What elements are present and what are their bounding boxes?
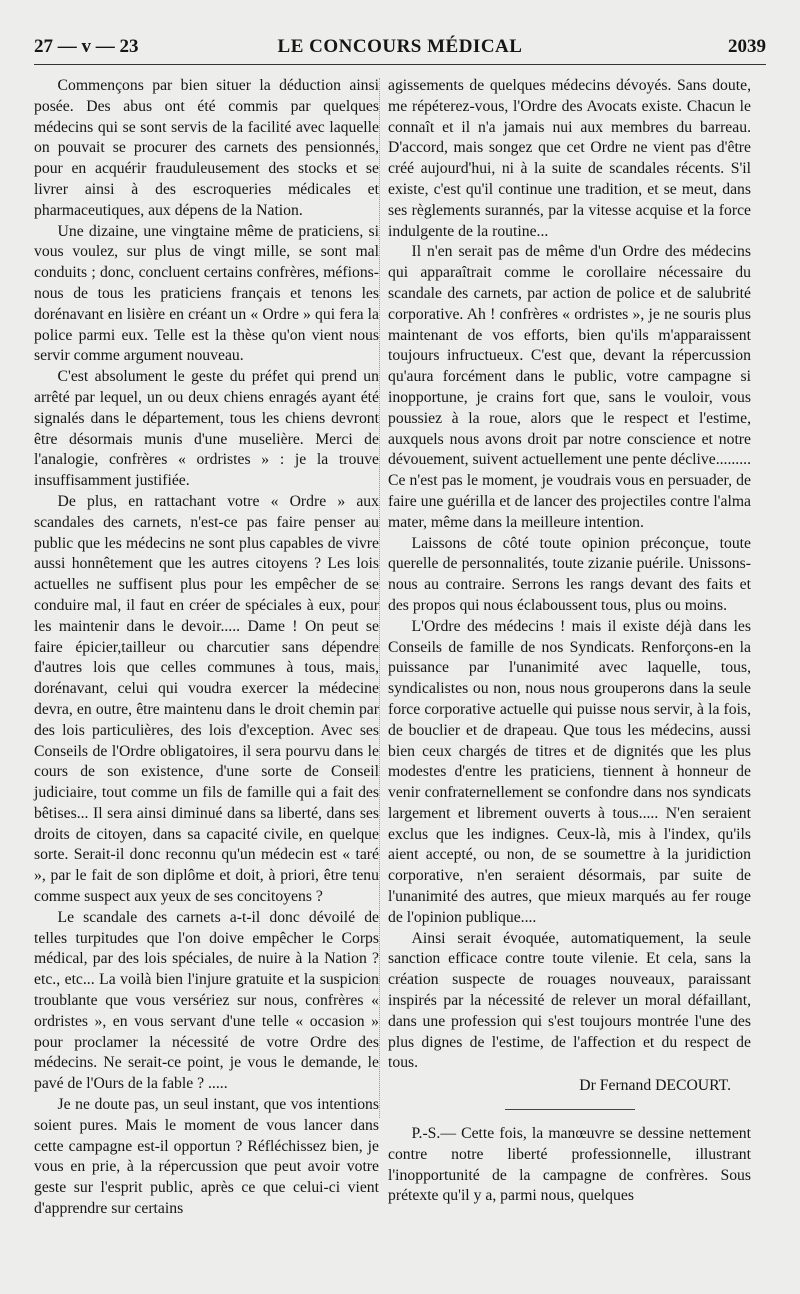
postscript: P.-S.— Cette fois, la manœuvre se dessine nettement contre notre liberté professionnelle, illustrant l'inopportunité de la campagne de confrères. Sous prétexte qu'il y a, parmi nous, quelques [388, 1125, 751, 1205]
paragraph: Je ne doute pas, un seul instant, que vos intentions soient pures. Mais le moment de vous lancer dans cette campagne est-il opportun ? Réfléchissez bien, je vous en prie, à la répercussion que peut avoir votre geste sur l'esprit public, après ce que celui-ci vient d'apprendre sur certains [34, 1096, 379, 1218]
paragraph: Laissons de côté toute opinion préconçue, toute querelle de personnalités, toute zizanie puérile. Unissons-nous au contraire. Serrons les rangs devant des faits et des propos qui nous éclaboussent tous, plus ou moins. [388, 534, 751, 614]
issue-date: 27 — v — 23 [34, 36, 139, 57]
paragraph: Le scandale des carnets a-t-il donc dévoilé de telles turpitudes que l'on doive empêcher le Corps médical, par des lois spéciales, de nuire à la Nation ? etc., etc... La voilà bien l'injure gratuite et la suspicion troublante que vous versériez sur nous, confrères « ordristes », en vous servant d'une telle « occasion » pour proclamer la nécessité de votre Ordre des médecins. Ne serait-ce point, je vous le demande, le pavé de l'Ours de la fable ? ..... [34, 908, 379, 1093]
paragraph: agissements de quelques médecins dévoyés. Sans doute, me répéterez-vous, l'Ordre des Avocats existe. Chacun le connaît et il n'a jamais nui aux membres du barreau. D'accord, mais songez que cet Ordre ne vient pas d'être créé aujourd'hui, ni à la suite de scandales récents. S'il existe, c'est qu'il continue une tradition, et se meut, dans ses règlements surannés, par la vitesse acquise et la force indulgente de la routine... [388, 77, 751, 240]
column-divider [379, 78, 380, 1118]
paragraph: Une dizaine, une vingtaine même de praticiens, si vous voulez, sur plus de vingt mille, se sont mal conduits ; donc, concluent certains confrères, méfions-nous de tous les praticiens français et tenons les dorénavant en lisière en créant un « Ordre » qui fera la police parmi eux. Telle est la thèse qu'on vient nous servir comme argument nouveau. [34, 222, 379, 365]
right-column [388, 76, 751, 1207]
paragraph: De plus, en rattachant votre « Ordre » aux scandales des carnets, n'est-ce pas faire penser au public que les médecins ne sont plus capables de vivre aussi honnêtement que les autres citoyens ? Les lois actuelles ne suffisent plus pour les empêcher de se conduire mal, il faut en créer de spéciales à eux, pour les maintenir dans le devoir..... Dame ! On peut se faire épicier,tailleur ou charcutier sans dépendre d'autres lois que celles communes à tous, mais, dorénavant, celui qui voudra exercer la médecine devra, en outre, être maintenu dans le droit chemin par des lois particulières, des lois d'exception. Avec ses Conseils de l'Ordre obligatoires, il sera pourvu dans le cours de son existence, d'une sorte de Conseil judiciaire, tout comme un fils de famille qui a fait des bêtises... Il sera ainsi diminué dans sa liberté, dans ses droits de citoyen, dans sa capacité civile, en quelque sorte. Serait-il donc reconnu qu'un médecin est « taré », par le fait de son diplôme et doit, à priori, être tenu comme suspect aux yeux de ses concitoyens ? [34, 492, 379, 906]
paragraph: L'Ordre des médecins ! mais il existe déjà dans les Conseils de famille de nos Syndicats. Renforçons-en la puissance par l'unanimité avec laquelle, tous, syndicalistes ou non, nous nous grouperons dans la seule force corporative actuelle qui puisse nous servir, à la fois, de bouclier et de drapeau. Que tous les médecins, aussi bien ceux chargés de titres et de dignités que les plus modestes d'entre les praticiens, tiennent à honneur de venir confraternellement se confondre dans nos syndicats largement et librement ouverts à tous..... N'en seraient exclus que les indignes. Ceux-là, mis à l'index, qu'ils aient accepté, ou non, de se soumettre à la juridiction corporative, n'en seraient désormais, par suite de l'unanimité des autres, que mieux marqués au fer rouge de l'opinion publique.... [388, 617, 751, 926]
paragraph: Ainsi serait évoquée, automatiquement, la seule sanction efficace contre toute vilenie. Et cela, sans la création suspecte de rouages nouveaux, paraissant inspirés par la nécessité de relever un moral défaillant, dans une profession qui s'est toujours montrée l'une des plus dignes de l'estime, de l'affection et du respect de tous. [388, 929, 751, 1072]
header-rule [34, 64, 766, 65]
section-separator [505, 1109, 635, 1110]
left-column [34, 76, 379, 1220]
paragraph: Commençons par bien situer la déduction ainsi posée. Des abus ont été commis par quelques médecins qui se sont servis de la facilité avec laquelle on pouvait se procurer des carnets des pensionnés, pour en acquérir frauduleusement des stocks et se livrer ainsi à des escroqueries médicales et pharmaceutiques, aux dépens de la Nation. [34, 77, 379, 219]
page-number: 2039 [728, 36, 766, 57]
journal-title: LE CONCOURS MÉDICAL [277, 36, 523, 57]
page-header [34, 36, 766, 62]
paragraph: Il n'en serait pas de même d'un Ordre des médecins qui apparaîtrait comme le corollaire nécessaire du scandale des carnets, par action de police et de salubrité corporative. Ah ! confrères « ordristes », je ne souris plus maintenant de vos efforts, bien qu'ils m'apparaissent toujours infructueux. C'est que, devant la répercussion qu'aura forcément dans le public, votre campagne si inopportune, je crains fort que, sans le vouloir, vous poussiez à la roue, alors que le respect et l'estime, auxquels nous avons droit par notre conscience et notre dévouement, suivent actuellement une pente déclive......... Ce n'est pas le moment, je voudrais vous en persuader, de faire une guérilla et de lancer des projectiles contre l'alma mater, même dans la meilleure intention. [388, 243, 751, 531]
author-signature: Dr Fernand DECOURT. [579, 1077, 731, 1095]
paragraph: C'est absolument le geste du préfet qui prend un arrêté par lequel, un ou deux chiens enragés ayant été signalés dans le département, tous les chiens devront être désormais munis d'une muselière. Merci de l'analogie, confrères « ordristes » : je la trouve insuffisamment justifiée. [34, 368, 379, 490]
